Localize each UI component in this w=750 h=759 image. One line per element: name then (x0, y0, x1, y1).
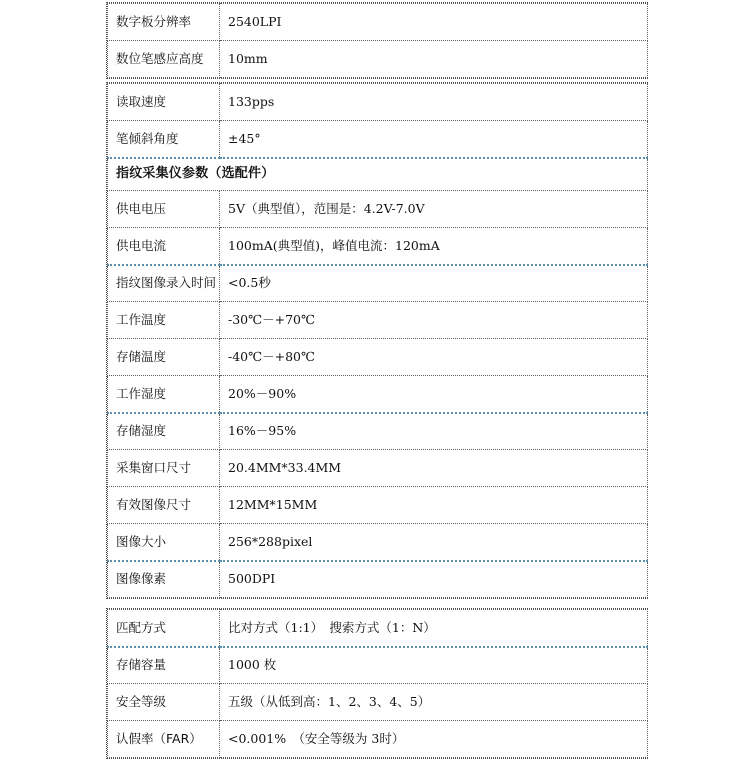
row-label: 采集窗口尺寸 (108, 450, 220, 487)
table-row (108, 610, 648, 647)
row-label: 指纹图像录入时间 (108, 265, 220, 302)
table-row (108, 524, 648, 561)
row-value: -40℃－+80℃ (220, 339, 648, 376)
row-value: 比对方式（1:1） 搜索方式（1：N） (220, 610, 648, 647)
row-label: 认假率（FAR） (108, 721, 220, 758)
row-value: 2540LPI (220, 4, 648, 41)
row-value: 12MM*15MM (220, 487, 648, 524)
row-label: 工作温度 (108, 302, 220, 339)
row-value: 16%－95% (220, 413, 648, 450)
spec-block-1 (106, 2, 648, 79)
table-row (108, 684, 648, 721)
table-row (108, 487, 648, 524)
row-label: 读取速度 (108, 84, 220, 121)
row-value: ±45° (220, 121, 648, 158)
row-label: 存储湿度 (108, 413, 220, 450)
row-label: 笔倾斜角度 (108, 121, 220, 158)
spec-table-3 (107, 609, 648, 758)
row-value: 500DPI (220, 561, 648, 598)
row-label: 存储温度 (108, 339, 220, 376)
table-row (108, 41, 648, 78)
row-label: 图像像素 (108, 561, 220, 598)
row-value: 133pps (220, 84, 648, 121)
row-label: 安全等级 (108, 684, 220, 721)
table-row (108, 228, 648, 265)
row-value: 20%－90% (220, 376, 648, 413)
table-row (108, 265, 648, 302)
row-value: <0.001% （安全等级为 3时） (220, 721, 648, 758)
table-row (108, 413, 648, 450)
table-row (108, 721, 648, 758)
row-label: 存储容量 (108, 647, 220, 684)
row-value: 1000 枚 (220, 647, 648, 684)
spec-block-3 (106, 608, 648, 759)
table-row (108, 376, 648, 413)
spec-table-1 (107, 3, 648, 78)
row-value: 100mA(典型值)，峰值电流：120mA (220, 228, 648, 265)
table-row (108, 4, 648, 41)
row-value: 20.4MM*33.4MM (220, 450, 648, 487)
table-row (108, 302, 648, 339)
row-label: 有效图像尺寸 (108, 487, 220, 524)
row-value: 5V（典型值），范围是：4.2V-7.0V (220, 191, 648, 228)
table-row (108, 450, 648, 487)
row-label: 数位笔感应高度 (108, 41, 220, 78)
row-value: <0.5秒 (220, 265, 648, 302)
row-label: 匹配方式 (108, 610, 220, 647)
row-label: 工作湿度 (108, 376, 220, 413)
table-row (108, 647, 648, 684)
table-row (108, 191, 648, 228)
row-label: 供电电压 (108, 191, 220, 228)
spec-block-2 (106, 82, 648, 599)
row-label: 图像大小 (108, 524, 220, 561)
section-header-row (108, 158, 648, 191)
table-row (108, 561, 648, 598)
row-value: 五级（从低到高：1、2、3、4、5） (220, 684, 648, 721)
row-value: 10mm (220, 41, 648, 78)
row-value: 256*288pixel (220, 524, 648, 561)
table-row (108, 121, 648, 158)
table-row (108, 84, 648, 121)
row-value: -30℃－+70℃ (220, 302, 648, 339)
row-label: 数字板分辨率 (108, 4, 220, 41)
spec-table-2 (107, 83, 648, 598)
table-row (108, 339, 648, 376)
section-header-label: 指纹采集仪参数（选配件） (108, 158, 648, 191)
row-label: 供电电流 (108, 228, 220, 265)
